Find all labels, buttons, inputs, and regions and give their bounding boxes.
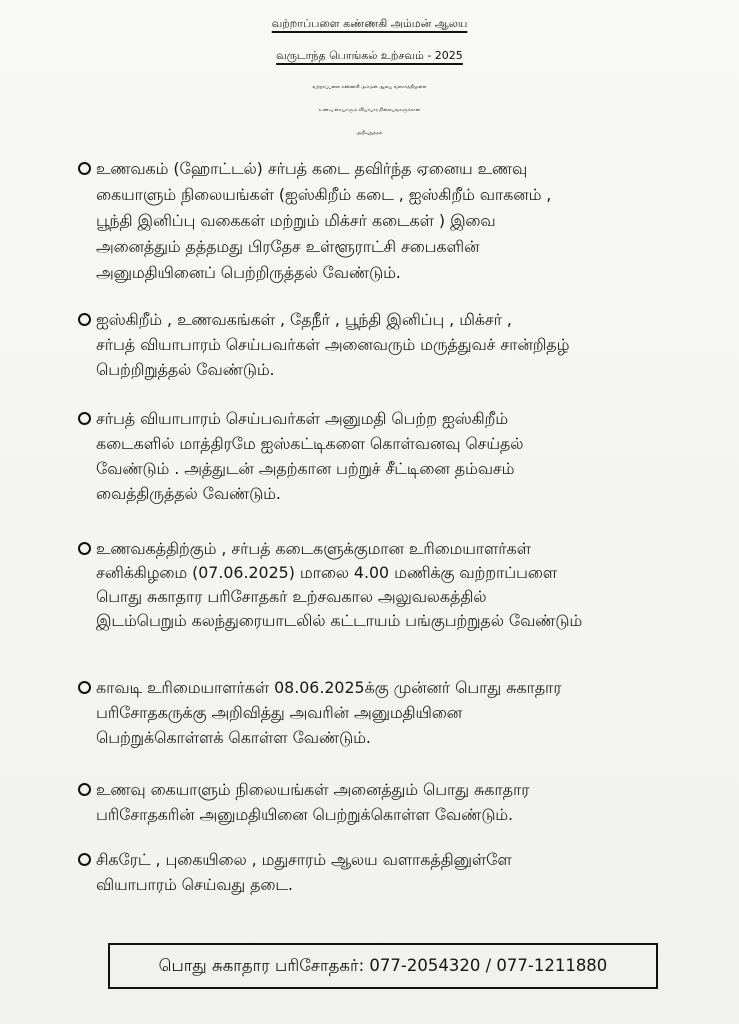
item-line: பரிசோதகரின் அனுமதியினை பெற்றுக்கொள்ள வேண்டும். <box>96 805 514 824</box>
circle-bullet-icon <box>78 162 91 175</box>
item-line: உணவகத்திற்கும் , சர்பத் கடைகளுக்குமான உரிமையாளர்கள் <box>96 539 531 558</box>
circle-bullet-icon <box>78 313 91 326</box>
item-line: உணவு கையாளும் நிலையங்கள் அனைத்தும் பொது சுகாதார <box>96 780 530 799</box>
item-line: கையாளும் நிலையங்கள் (ஐஸ்கிறீம் கடை , ஐஸ்கிறீம் வாகனம் , <box>96 185 552 204</box>
item-line: ஐஸ்கிறீம் , உணவகங்கள் , தேநீர் , பூந்தி இனிப்பு , மிக்சர் , <box>96 310 512 329</box>
item-line: சர்பத் வியாபாரம் செய்பவர்கள் அனைவரும் மருத்துவச் சான்றிதழ் <box>96 335 570 354</box>
item-line: பூந்தி இனிப்பு வகைகள் மற்றும் மிக்சர் கடைகள் ) இவை <box>96 211 496 230</box>
circle-bullet-icon <box>78 853 91 866</box>
item-line: பொது சுகாதார பரிசோதகர் உற்சவகால அலுவலகத்தில் <box>96 587 487 606</box>
item-line: பரிசோதகருக்கு அறிவித்து அவரின் அனுமதியினை <box>96 703 462 722</box>
subtitle-line-1: வற்றாப்பளை கண்ணகி அம்மன் ஆலய வளாகத்திலுள்ள <box>312 85 427 90</box>
circle-bullet-icon <box>78 542 91 555</box>
item-line: பெற்றுக்கொள்ளக் கொள்ள வேண்டும். <box>96 728 371 747</box>
circle-bullet-icon <box>78 783 91 796</box>
item-line: வியாபாரம் செய்வது தடை. <box>96 875 293 894</box>
item-line: வேண்டும் . அத்துடன் அதற்கான பற்றுச் சீட்டினை தம்வசம் <box>96 459 515 478</box>
title-line-2: வருடாந்த பொங்கல் உற்சவம் - 2025 <box>276 49 463 62</box>
subtitle-line-2: உணவு கையாளும் வியாபார நிலையங்களுக்கான <box>318 108 421 113</box>
item-line: அனைத்தும் தத்தமது பிரதேச உள்ளூராட்சி சபைகளின் <box>96 237 480 256</box>
item-line: அனுமதியினைப் பெற்றிருத்தல் வேண்டும். <box>96 263 401 282</box>
title-line-1: வற்றாப்பளை கண்ணகி அம்மன் ஆலய <box>271 17 468 30</box>
item-line: சர்பத் வியாபாரம் செய்பவர்கள் அனுமதி பெற்ற ஐஸ்கிறீம் <box>96 409 508 428</box>
item-line: வைத்திருத்தல் வேண்டும். <box>96 484 281 503</box>
item-line: கடைகளில் மாத்திரமே ஐஸ்கட்டிகளை கொள்வனவு செய்தல் <box>96 434 524 453</box>
item-line: உணவகம் (ஹோட்டல்) சர்பத் கடை தவிர்ந்த ஏனைய உணவு <box>96 159 528 178</box>
circle-bullet-icon <box>78 412 91 425</box>
subtitle-line-3: அறிவுறுத்தல் <box>356 131 383 136</box>
item-line: இடம்பெறும் கலந்துரையாடலில் கட்டாயம் பங்குபற்றுதல் வேண்டும் <box>96 611 583 630</box>
item-line: சனிக்கிழமை (07.06.2025) மாலை 4.00 மணிக்கு வற்றாப்பளை <box>96 563 557 582</box>
item-line: பெற்றிறுத்தல் வேண்டும். <box>96 360 275 379</box>
item-line: சிகரேட் , புகையிலை , மதுசாரம் ஆலய வளாகத்தினுள்ளே <box>96 850 512 869</box>
item-line: காவடி உரிமையாளர்கள் 08.06.2025க்கு முன்னர் பொது சுகாதார <box>96 678 562 697</box>
circle-bullet-icon <box>78 681 91 694</box>
contact-box: பொது சுகாதார பரிசோதகர்: 077-2054320 / 077-1211880 <box>108 943 658 989</box>
